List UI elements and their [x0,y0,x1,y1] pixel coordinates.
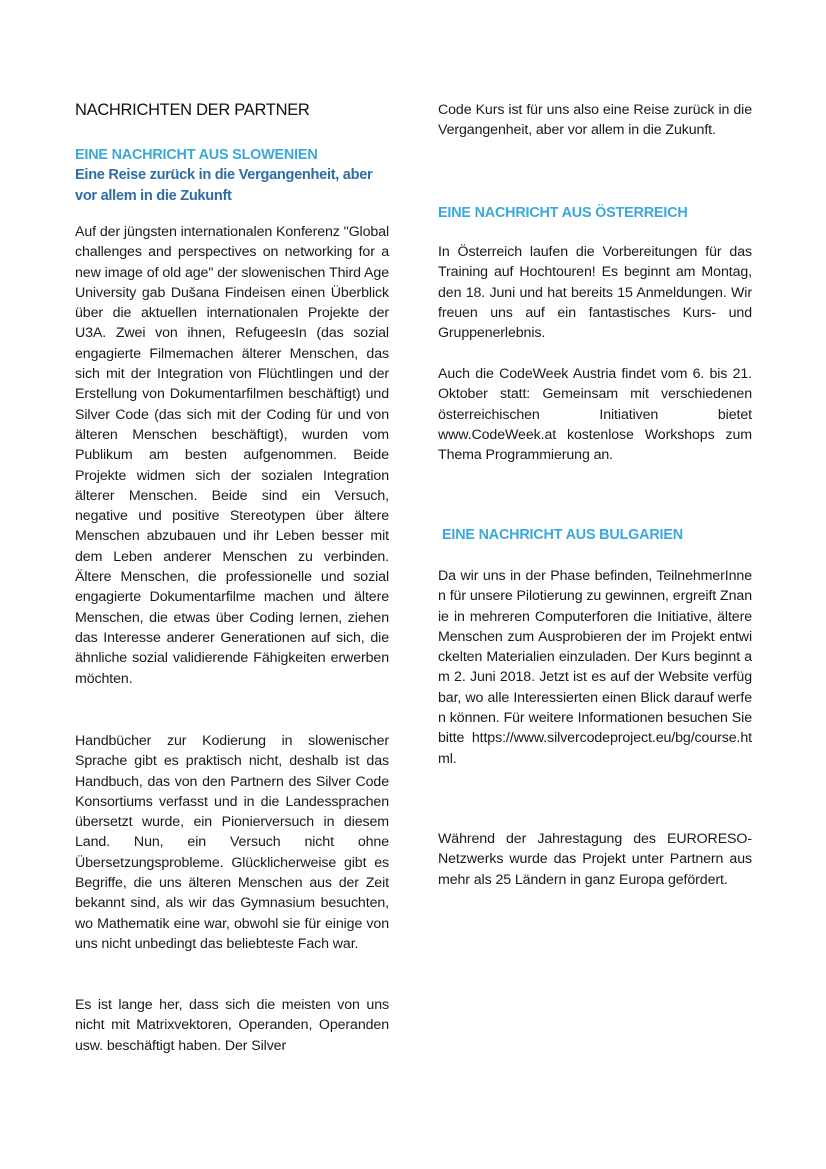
slovenia-section-label: EINE NACHRICHT AUS SLOWENIEN [75,147,318,163]
slovenia-subtitle: Eine Reise zurück in die Vergangenheit, aber vor allem in die Zukunft [75,167,373,204]
slovenia-paragraph-1: Auf der jüngsten internationalen Konferenz "Global challenges and perspectives on networking for a new image of old age" der slowenischen Third Age University gab Dušana Findeisen einen Überblick über die aktuellen internationalen Projekte der U3A. Zwei von ihnen, RefugeesIn (das sozial engagierte Filmemachen älterer Menschen, das sich mit der Integration von Flüchtlingen und der Erstellung von Dokumentarfilmen beschäftigt) und Silver Code (das sich mit der Coding für und von älteren Menschen beschäftigt), wurden vom Publikum am besten aufgenommen. Beide Projekte widmen sich der sozialen Integration älterer Menschen. Beide sind ein Versuch, negative und positive Stereotypen über ältere Menschen abzubauen und ihr Leben besser mit dem Leben anderer Menschen zu verbinden. Ältere Menschen, die professionelle und sozial engagierte Dokumentarfilme machen und ältere Menschen, die etwas über Coding lernen, ziehen das Interesse anderer Generationen auf sich, die ähnliche sozial validierende Fähigkeiten erwerben möchten. [75,224,389,687]
austria-paragraph-1: In Österreich laufen die Vorbereitungen für das Training auf Hochtouren! Es beginnt am Montag, den 18. Juni und hat bereits 15 Anmeldungen. Wir freuen uns auf ein fantastisches Kurs- und Gruppenerlebnis. [438,244,752,342]
page-title: NACHRICHTEN DER PARTNER [75,101,310,119]
slovenia-continuation: Code Kurs ist für uns also eine Reise zurück in die Vergangenheit, aber vor allem in die Zukunft. [438,102,752,139]
bulgaria-paragraph-1: Da wir uns in der Phase befinden, TeilnehmerInnen für unsere Pilotierung zu gewinnen, ergreift Znanie in mehreren Computerforen die Initiative, ältere Menschen zum Ausprobieren der im Projekt entwickelten Materialien einzuladen. Der Kurs beginnt am 2. Juni 2018. Jetzt ist es auf der Website verfügbar, wo alle Interessierten einen Blick darauf werfen können. Für weitere Informationen besuchen Sie bitte https://www.silvercodeproject.eu/bg/course.html. [438,568,752,767]
slovenia-paragraph-3: Es ist lange her, dass sich die meisten von uns nicht mit Matrixvektoren, Operanden, Operanden usw. beschäftigt haben. Der Silver [75,997,389,1054]
austria-paragraph-2: Auch die CodeWeek Austria findet vom 6. bis 21. Oktober statt: Gemeinsam mit verschiedenen österreichischen Initiativen bietet www.CodeWeek.at kostenlose Workshops zum Thema Programmierung an. [438,366,752,464]
austria-section-label: EINE NACHRICHT AUS ÖSTERREICH [438,205,688,221]
bulgaria-section-label: EINE NACHRICHT AUS BULGARIEN [442,527,683,543]
slovenia-paragraph-2: Handbücher zur Kodierung in slowenischer Sprache gibt es praktisch nicht, deshalb ist das Handbuch, das von den Partnern des Silver Code Konsortiums verfasst und in die Landessprachen übersetzt wurde, ein Pionierversuch in diesem Land. Nun, ein Versuch nicht ohne Übersetzungsprobleme. Glücklicherweise gibt es Begriffe, die uns älteren Menschen aus der Zeit bekannt sind, als wir das Gymnasium besuchten, wo Mathematik eine war, obwohl sie für einige von uns nicht unbedingt das beliebteste Fach war. [75,733,389,952]
bulgaria-paragraph-2: Während der Jahrestagung des EURORESO-Netzwerks wurde das Projekt unter Partnern aus mehr als 25 Ländern in ganz Europa gefördert. [438,831,752,888]
